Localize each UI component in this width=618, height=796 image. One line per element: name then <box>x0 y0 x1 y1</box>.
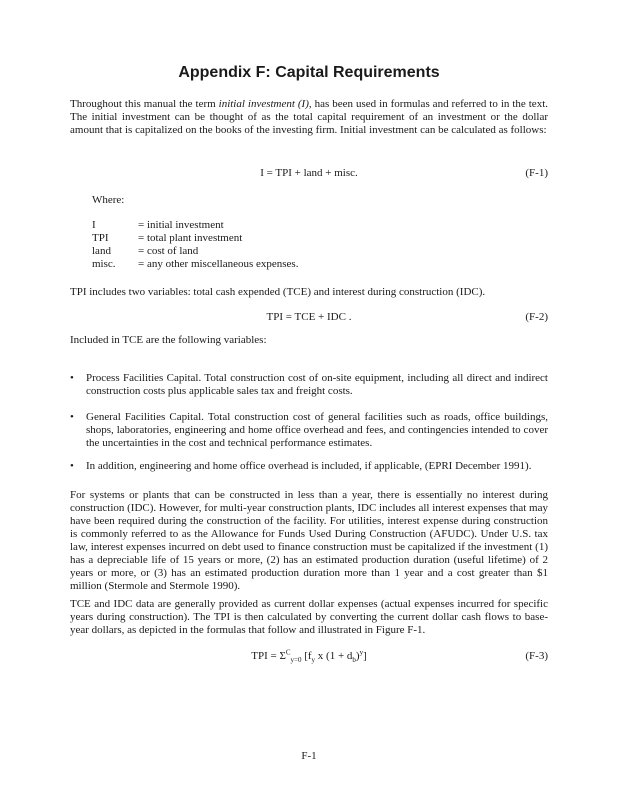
bullet-icon: • <box>70 460 74 472</box>
tpi-paragraph: TPI includes two variables: total cash expended (TCE) and interest during construction (IDC). <box>70 286 486 298</box>
idc-paragraph: For systems or plants that can be constructed in less than a year, there is essentially no interest during construction (IDC). However, for multi-year construction plants, IDC includes all interest expenses that may have been required during the construction of the facility. For utilities, interest expense during construction is commonly referred to as the Allowance for Funds Used During Construction (AFUDC). Under U.S. tax law, interest expenses incurred on debt used to finance construction must be capitalized if the investment (1) has a depreciable life of 15 years or more, (2) has an estimated production duration (useful lifetime) of 2 years or more, or (3) has an estimated production duration more than 1 year and a cost greater than $1 million (Stermole and Stermole 1990). <box>70 489 548 592</box>
page-number: F-1 <box>301 750 317 762</box>
text: Throughout this manual the term <box>70 98 219 110</box>
eq-subscript: b <box>352 656 356 665</box>
term-initial-investment: initial investment (I) <box>218 98 309 110</box>
equation-formula: TPI = TCE + IDC . <box>266 311 352 323</box>
eq-superscript: C <box>285 648 291 657</box>
definition-row <box>92 232 298 245</box>
bullet-text: Process Facilities Capital. Total construction cost of on-site equipment, including all direct and indirect construction costs plus applicable sales tax and freight costs. <box>86 372 548 397</box>
page-title: Appendix F: Capital Requirements <box>178 64 440 81</box>
eq-part: TPI = Σ <box>251 650 286 662</box>
definition-term: TPI <box>92 232 109 244</box>
equation-formula <box>70 650 548 663</box>
definition-term: I <box>92 219 96 231</box>
definitions-list <box>92 219 298 271</box>
definition-text: = total plant investment <box>138 232 243 244</box>
eq-superscript: y <box>359 648 364 657</box>
equation-number: (F-1) <box>525 167 548 179</box>
definition-row <box>92 258 298 271</box>
definition-text: = cost of land <box>138 245 199 257</box>
definition-text: = any other miscellaneous expenses. <box>138 258 299 270</box>
equation-f3 <box>70 650 548 664</box>
definition-text: = initial investment <box>138 219 224 231</box>
bullet-text: In addition, engineering and home office overhead is included, if applicable, (EPRI December 1991). <box>86 460 532 472</box>
bullet-item <box>70 372 548 398</box>
tce-paragraph: Included in TCE are the following variables: <box>70 334 267 346</box>
definition-term: land <box>92 245 111 257</box>
equation-number: (F-3) <box>525 650 548 662</box>
bullet-text: General Facilities Capital. Total construction cost of general facilities such as roads, office buildings, shops, laboratories, engineering and home office overhead and fees, and contingencies intended to cover the uncertainties in the cost and technical performance estimates. <box>86 411 548 449</box>
equation-f1 <box>70 167 548 181</box>
eq-part: [f <box>301 650 312 662</box>
eq-part: ] <box>363 650 367 662</box>
where-label: Where: <box>92 194 125 206</box>
bullet-item <box>70 460 548 473</box>
definition-term: misc. <box>92 258 116 270</box>
bullet-icon: • <box>70 372 74 384</box>
bullet-icon: • <box>70 411 74 423</box>
equation-formula: I = TPI + land + misc. <box>260 167 358 179</box>
definition-row <box>92 245 298 258</box>
current-dollar-paragraph: TCE and IDC data are generally provided as current dollar expenses (actual expenses incurred for specific years during construction). The TPI is then calculated by converting the current dollar cash flows to base-year dollars, as depicted in the formulas that follow and illustrated in Figure F-1. <box>70 598 548 636</box>
eq-part: ) <box>355 650 360 662</box>
eq-subscript: y <box>311 656 316 665</box>
eq-part: x (1 + d <box>315 650 353 662</box>
bullet-item <box>70 411 548 450</box>
text: , has been used in formulas and referred to in the text. The initial investment can be thought of as the total capital requirement of an investment or the dollar amount that is capitalized on the books of the investing firm. Initial investment can be calculated as follows: <box>70 98 548 136</box>
intro-paragraph <box>70 98 548 137</box>
definition-row <box>92 219 298 232</box>
equation-f2 <box>70 311 548 325</box>
eq-subscript: y=0 <box>290 656 302 665</box>
equation-number: (F-2) <box>525 311 548 323</box>
